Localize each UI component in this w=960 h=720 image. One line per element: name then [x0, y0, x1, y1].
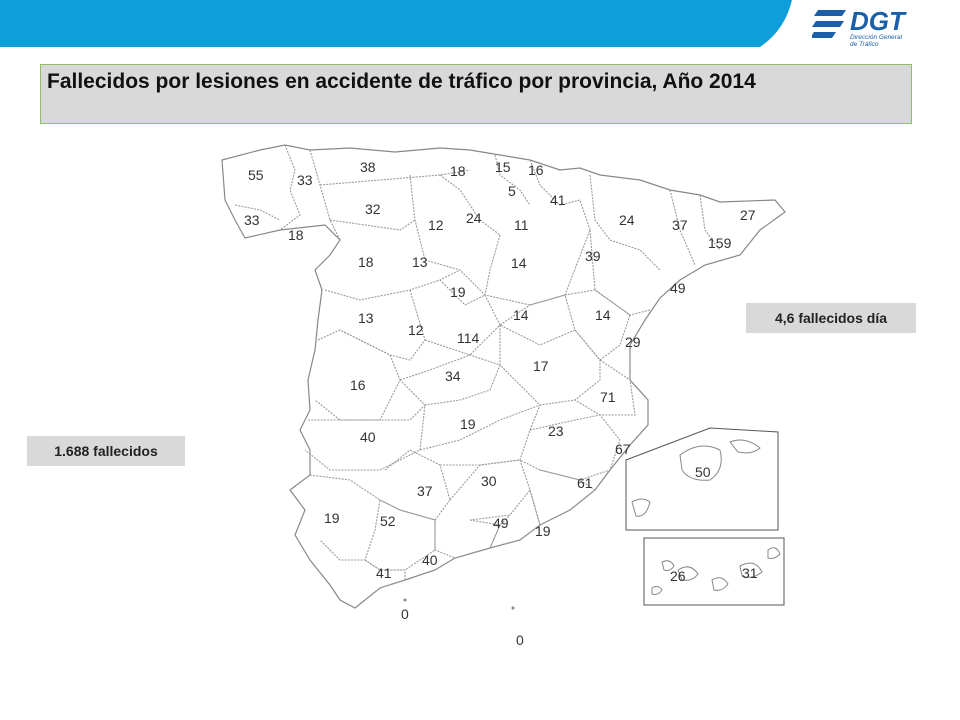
label-guadalajara: 14 — [513, 307, 529, 323]
label-cuenca: 17 — [533, 358, 549, 374]
label-asturias: 38 — [360, 159, 376, 175]
title-box — [40, 64, 912, 124]
label-leon: 32 — [365, 201, 381, 217]
label-pontevedra: 33 — [244, 212, 260, 228]
label-ourense: 18 — [288, 227, 304, 243]
label-melilla: 0 — [516, 632, 524, 648]
stat-total-deaths: 1.688 fallecidos — [27, 436, 185, 466]
dgt-logo-subtitle — [850, 34, 950, 48]
label-santa-cruz-tenerife: 26 — [670, 568, 686, 584]
label-madrid: 114 — [457, 330, 480, 346]
label-a-coruna: 55 — [248, 167, 264, 183]
label-zaragoza: 39 — [585, 248, 601, 264]
label-baleares: 50 — [695, 464, 711, 480]
label-la-rioja: 11 — [514, 217, 529, 233]
dgt-logo-mark — [812, 4, 852, 48]
melilla-mark — [512, 607, 515, 610]
label-toledo: 34 — [445, 368, 461, 384]
label-valencia: 71 — [600, 389, 616, 405]
label-palencia: 12 — [428, 217, 444, 233]
label-bizkaia: 15 — [495, 159, 511, 175]
label-tarragona: 49 — [670, 280, 686, 296]
label-badajoz: 40 — [360, 429, 376, 445]
label-soria: 14 — [511, 255, 527, 271]
label-las-palmas: 31 — [742, 565, 758, 581]
label-lleida: 37 — [672, 217, 688, 233]
label-cordoba: 37 — [417, 483, 433, 499]
stat-daily-deaths: 4,6 fallecidos día — [746, 303, 916, 333]
dgt-logo-subtitle-line-1: Dirección General — [850, 34, 903, 41]
page-title: Fallecidos por lesiones en accidente de tráfico por provincia, Año 2014 — [47, 70, 756, 93]
label-navarra: 41 — [550, 192, 566, 208]
label-ciudad-real: 19 — [460, 416, 476, 432]
label-barcelona: 159 — [708, 235, 732, 251]
label-jaen: 30 — [481, 473, 497, 489]
dgt-logo — [812, 4, 952, 50]
label-cantabria: 18 — [450, 163, 466, 179]
dgt-logo-text: DGT — [850, 6, 905, 36]
label-avila: 12 — [408, 322, 424, 338]
label-salamanca: 13 — [358, 310, 374, 326]
label-girona: 27 — [740, 207, 756, 223]
label-albacete: 23 — [548, 423, 564, 439]
label-zamora: 18 — [358, 254, 374, 270]
canarias-inset — [644, 538, 784, 605]
label-caceres: 16 — [350, 377, 366, 393]
label-araba: 5 — [508, 183, 516, 199]
ceuta-mark — [404, 599, 407, 602]
peninsula-outline — [222, 145, 785, 608]
header-band-shape — [0, 0, 792, 47]
label-teruel: 14 — [595, 307, 611, 323]
label-almeria: 19 — [535, 523, 551, 539]
label-ceuta: 0 — [401, 606, 409, 622]
dgt-logo-subtitle-line-2: de Tráfico — [850, 41, 879, 48]
label-murcia: 61 — [577, 475, 593, 491]
label-huesca: 24 — [619, 212, 635, 228]
label-cadiz: 41 — [376, 565, 392, 581]
label-huelva: 19 — [324, 510, 340, 526]
label-valladolid: 13 — [412, 254, 428, 270]
label-castellon: 29 — [625, 334, 641, 350]
label-gipuzkoa: 16 — [528, 162, 544, 178]
label-segovia: 19 — [450, 284, 466, 300]
label-malaga: 40 — [422, 552, 438, 568]
label-sevilla: 52 — [380, 513, 396, 529]
label-alicante: 67 — [615, 441, 631, 457]
label-granada: 49 — [493, 515, 509, 531]
label-lugo: 33 — [297, 172, 313, 188]
label-burgos: 24 — [466, 210, 482, 226]
spain-province-map — [200, 130, 800, 660]
